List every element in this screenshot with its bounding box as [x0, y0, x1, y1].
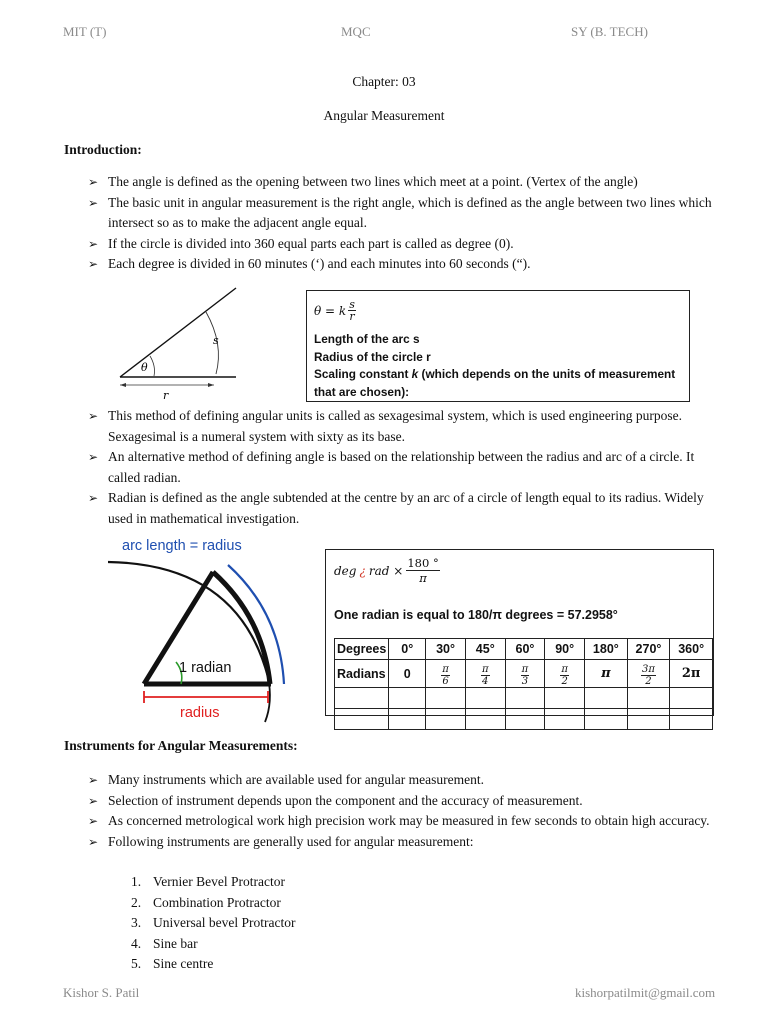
table-cell [335, 709, 389, 730]
theta-label: θ [141, 361, 148, 374]
table-cell [426, 688, 466, 709]
r-label: r [163, 389, 169, 402]
instrument-names [131, 872, 295, 975]
arrow-bullet-icon: ➢ [88, 814, 99, 828]
table-cell: 90° [545, 639, 585, 660]
arc-length-line: Length of the arc s [314, 332, 420, 346]
formula-fraction: $\frac{s}{r}$ [349, 298, 355, 323]
intro-list [88, 172, 720, 275]
list-item: 5. Sine centre [131, 956, 214, 971]
table-row [335, 688, 713, 709]
table-row [335, 639, 713, 660]
one-radian-label: 1 radian [179, 660, 232, 676]
list-item: ➢ An alternative method of defining angle is based on the relationship between the radius and arc of a circle. It called radian. [88, 449, 695, 485]
angle-diagram [110, 284, 250, 402]
table-cell: π [585, 660, 628, 688]
table-cell [465, 709, 505, 730]
table-cell: 45° [465, 639, 505, 660]
header-center: MQC [341, 24, 371, 39]
table-cell [505, 709, 545, 730]
list-item: 1. Vernier Bevel Protractor [131, 874, 285, 889]
arrow-bullet-icon: ➢ [88, 793, 99, 808]
list-item: ➢ Selection of instrument depends upon the component and the accuracy of measurement. [88, 791, 720, 812]
table-cell [335, 688, 389, 709]
arrow-bullet-icon: ➢ [88, 491, 99, 505]
radius-line: Radius of the circle r [314, 349, 431, 364]
table-cell: 30° [426, 639, 466, 660]
table-cell [627, 709, 670, 730]
table-cell: $\frac{\pi}{2}$ [545, 660, 585, 688]
intro-heading: Introduction: [64, 142, 142, 157]
list-item: ➢ Following instruments are generally used for angular measurement: [88, 832, 720, 853]
table-cell: 180° [585, 639, 628, 660]
radian-box: deg ¿ rad × $\frac{180 ^\circ}{\pi}$ One radian is equal to 180/π degrees = 57.2958° Degrees 0° 30° 45° 60° 90° 180° 270° 360° Radians 0 $\frac{\pi}{6}$ $\frac{\pi}{4}$ $\frac{\pi}{3}$ $\frac{\pi}{2}$ π $\frac{3\pi}{2}$ 2π [325, 549, 714, 716]
table-cell [670, 709, 713, 730]
table-cell: 0° [389, 639, 426, 660]
list-item: ➢ Many instruments which are available used for angular measurement. [88, 770, 720, 791]
table-cell [465, 688, 505, 709]
table-cell [627, 688, 670, 709]
list-item: ➢ This method of defining angular units is called as sexagesimal system, which is used engineering purpose. Sexagesimal is a numeral system with sixty as its base. [88, 408, 683, 444]
arc-length-label: arc length = radius [122, 538, 242, 554]
chapter-label: Chapter: 03 [352, 74, 416, 89]
footer-author: Kishor S. Patil [63, 985, 140, 1000]
table-cell [389, 688, 426, 709]
table-cell: 360° [670, 639, 713, 660]
table-cell: 60° [505, 639, 545, 660]
units-line: that are chosen): [314, 384, 410, 399]
formula-box [306, 290, 690, 402]
table-cell [389, 709, 426, 730]
list-item: ➢ Radian is defined as the angle subtended at the centre by an arc of a circle of length equal to its radius. Widely used in mathematical investigation. [88, 490, 704, 526]
table-cell [585, 688, 628, 709]
list-item: 3. Universal bevel Protractor [131, 915, 296, 930]
arrow-bullet-icon: ➢ [88, 257, 99, 271]
table-cell [585, 709, 628, 730]
table-cell [545, 688, 585, 709]
table-cell: 0 [389, 660, 426, 688]
table-cell: Degrees [335, 639, 389, 660]
table-cell [426, 709, 466, 730]
list-item: ➢ The basic unit in angular measurement is the right angle, which is defined as the angle between two lines which intersect so as to make the adjacent angle equal. [88, 194, 712, 230]
formula-fraction: $\frac{180 ^\circ}{\pi}$ [407, 556, 439, 585]
radian-diagram [108, 532, 298, 724]
table-cell: $\frac{\pi}{3}$ [505, 660, 545, 688]
table-cell: $\frac{\pi}{4}$ [465, 660, 505, 688]
list-item: ➢ The angle is defined as the opening between two lines which meet at a point. (Vertex of the angle) [88, 172, 720, 193]
table-cell [505, 688, 545, 709]
arrow-bullet-icon: ➢ [88, 175, 99, 189]
page-title: Angular Measurement [323, 108, 445, 123]
arrow-bullet-icon: ➢ [88, 236, 99, 251]
instruments-heading: Instruments for Angular Measurements: [64, 738, 298, 753]
header-right: SY (B. TECH) [571, 24, 648, 39]
method-list [88, 406, 720, 529]
arrow-bullet-icon: ➢ [88, 450, 99, 464]
list-item: 4. Sine bar [131, 935, 198, 951]
instruments-list [88, 770, 720, 852]
arrow-bullet-icon: ➢ [88, 773, 99, 787]
table-cell: $\frac{3\pi}{2}$ [627, 660, 670, 688]
table-cell: 270° [627, 639, 670, 660]
conversion-table [334, 638, 713, 730]
table-row [335, 660, 713, 688]
list-item: ➢ As concerned metrological work high precision work may be measured in few seconds to obtain high accuracy. [88, 811, 720, 832]
header-left: MIT (T) [63, 24, 107, 39]
scaling-line: Scaling constant k (which depends on the units of measurement [314, 367, 676, 381]
arrow-bullet-icon: ➢ [88, 834, 99, 849]
list-item: ➢ If the circle is divided into 360 equal parts each part is called as degree (0). [88, 234, 720, 255]
table-cell [670, 688, 713, 709]
footer-email: kishorpatilmit@gmail.com [575, 985, 716, 1000]
table-cell: 2π [670, 660, 713, 688]
arrow-bullet-icon: ➢ [88, 409, 99, 423]
formula-lhs: θ = k [314, 303, 347, 318]
list-item: 2. Combination Protractor [131, 894, 281, 910]
table-row [335, 709, 713, 730]
table-cell: $\frac{\pi}{6}$ [426, 660, 466, 688]
arrow-bullet-icon: ➢ [88, 195, 99, 210]
table-cell [545, 709, 585, 730]
radian-statement: One radian is equal to 180/π degrees = 57.2958° [334, 608, 618, 622]
table-cell: Radians [335, 660, 389, 688]
radius-label: radius [180, 705, 220, 721]
list-item: ➢ Each degree is divided in 60 minutes (‘) and each minutes into 60 seconds (“). [88, 254, 720, 275]
s-label: s [213, 334, 219, 347]
